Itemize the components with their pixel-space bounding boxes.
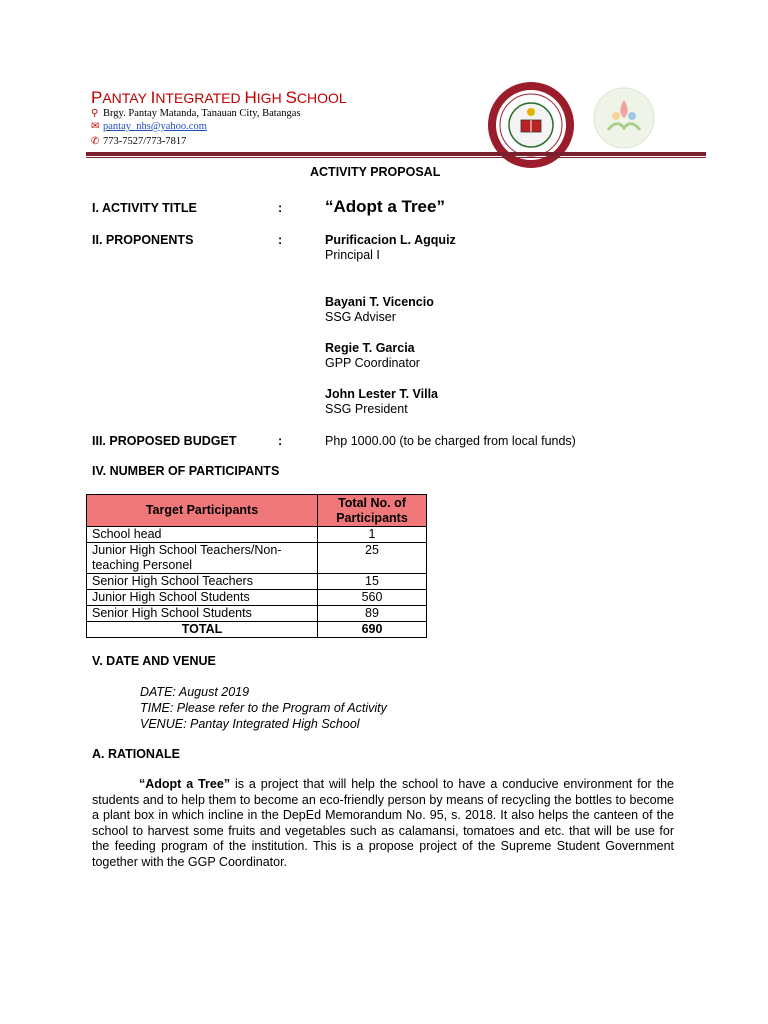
time-line: TIME: Please refer to the Program of Activity — [140, 701, 387, 715]
proponent-name: Bayani T. Vicencio — [325, 295, 434, 309]
proponent-name: John Lester T. Villa — [325, 387, 439, 401]
target-cell: Junior High School Students — [87, 590, 318, 606]
rationale-paragraph — [92, 777, 674, 870]
activity-title-value: “Adopt a Tree” — [325, 197, 445, 216]
proponents-label: II. PROPONENTS — [92, 233, 194, 247]
phone-line — [91, 136, 186, 147]
target-cell: School head — [87, 527, 318, 543]
table-row — [87, 527, 427, 543]
count-cell: 1 — [318, 527, 427, 543]
date-venue-heading: V. DATE AND VENUE — [92, 654, 216, 668]
secondary-logo — [586, 78, 662, 154]
count-cell: 89 — [318, 606, 427, 622]
phone-icon: ✆ — [91, 136, 100, 147]
count-cell: 15 — [318, 574, 427, 590]
table-row — [87, 590, 427, 606]
participants-heading: IV. NUMBER OF PARTICIPANTS — [92, 464, 280, 478]
activity-title-label: I. ACTIVITY TITLE — [92, 201, 197, 215]
table-row — [87, 574, 427, 590]
date-line: DATE: August 2019 — [140, 685, 250, 699]
proponent-name: Purificacion L. Agquiz — [325, 233, 456, 247]
target-cell: Senior High School Students — [87, 606, 318, 622]
budget-label: III. PROPOSED BUDGET — [92, 434, 237, 448]
activity-title-colon: : — [278, 201, 283, 215]
document-title: ACTIVITY PROPOSAL — [310, 165, 441, 179]
proponent-role: SSG Adviser — [325, 310, 396, 324]
table-row — [87, 606, 427, 622]
address-text: Brgy. Pantay Matanda, Tanauan City, Batangas — [103, 108, 301, 119]
total-value-cell: 690 — [318, 622, 427, 638]
rationale-body: is a project that will help the school to have a conducive environment for the students and to help them to become an eco-friendly person by means of recycling the bottles to become a plant box in which incline in the DepEd Memorandum No. 95, s. 2018. It also helps the canteen of the school to harvest some fruits and vegetables such as calamansi, tomatoes and etc. that will be use for the feeding program of the institution. This is a propose project of the Supreme Student Government together with the GGP Coordinator. — [92, 777, 674, 869]
proponents-colon: : — [278, 233, 283, 247]
budget-colon: : — [278, 434, 283, 448]
target-cell: Senior High School Teachers — [87, 574, 318, 590]
header-rule-thin — [86, 157, 706, 158]
table-total-row — [87, 622, 427, 638]
address-line — [91, 108, 301, 119]
column-header-target: Target Participants — [87, 495, 318, 527]
envelope-icon: ✉ — [91, 121, 100, 132]
header-rule-thick — [86, 152, 706, 156]
proponent-role: GPP Coordinator — [325, 356, 420, 370]
venue-line: VENUE: Pantay Integrated High School — [140, 717, 360, 731]
proponent-role: SSG President — [325, 402, 408, 416]
proponent-name: Regie T. Garcia — [325, 341, 415, 355]
table-row — [87, 543, 427, 574]
location-pin-icon: ⚲ — [91, 108, 99, 119]
proponent-role: Principal I — [325, 248, 380, 262]
email-line — [91, 121, 207, 132]
target-cell: Junior High School Teachers/Non-teaching Personel — [87, 543, 318, 574]
total-label-cell: TOTAL — [87, 622, 318, 638]
table-header-row — [87, 495, 427, 527]
budget-value: Php 1000.00 (to be charged from local funds) — [325, 434, 576, 448]
email-link[interactable]: pantay_nhs@yahoo.com — [103, 121, 207, 132]
column-header-total: Total No. of Participants — [318, 495, 427, 527]
participants-table — [86, 494, 427, 638]
rationale-heading: A. RATIONALE — [92, 747, 180, 761]
rationale-lead: “Adopt a Tree” — [139, 777, 231, 791]
count-cell: 560 — [318, 590, 427, 606]
phone-text: 773-7527/773-7817 — [103, 136, 187, 147]
school-name: PANTAY INTEGRATED HIGH SCHOOL — [91, 88, 347, 107]
count-cell: 25 — [318, 543, 427, 574]
